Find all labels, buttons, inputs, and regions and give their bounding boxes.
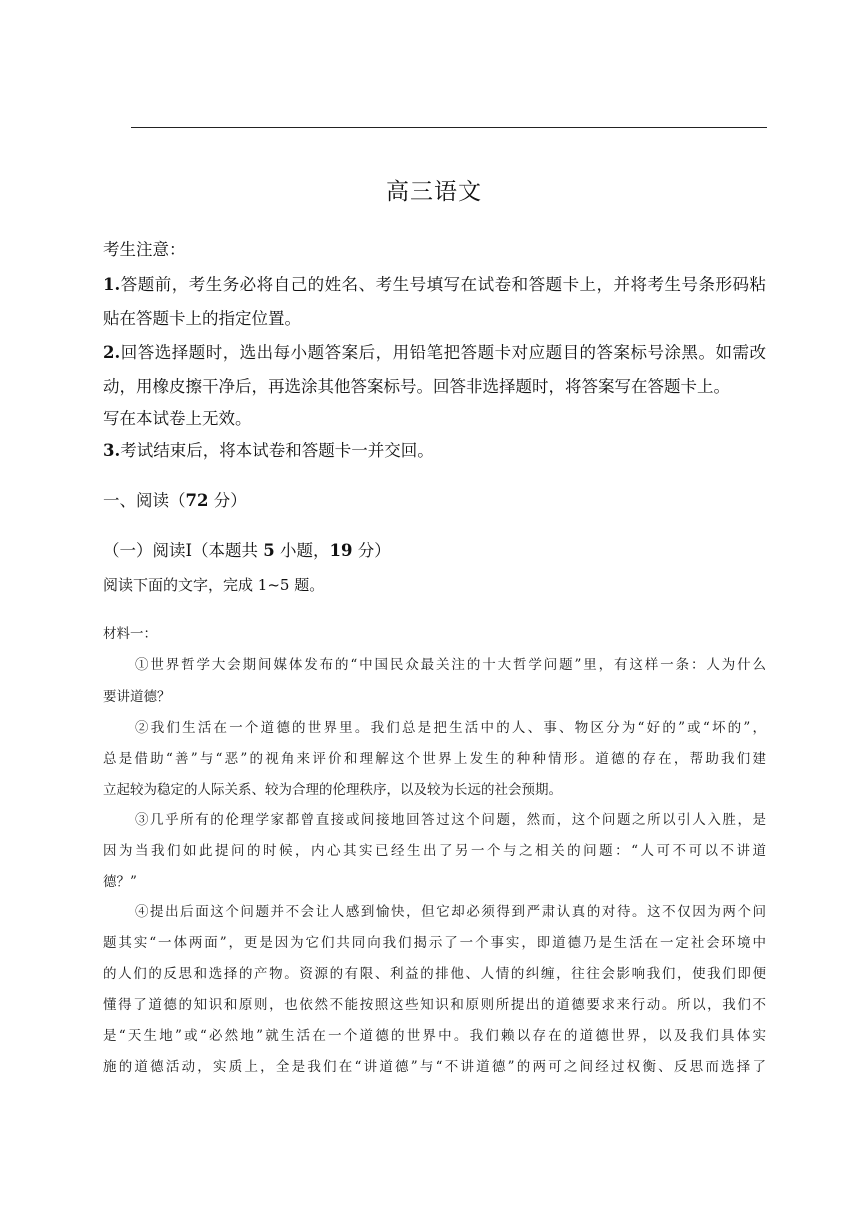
notice-item-1-number: 1. [103, 275, 121, 294]
paragraph-3-line-3: 德？” [103, 874, 137, 890]
section-heading-suffix: 分） [208, 491, 247, 510]
subsection-heading-middle: 小题， [274, 541, 330, 560]
section-heading-score: 72 [185, 491, 209, 510]
paragraph-2-line-1: ②我们生活在一个道德的世界里。我们总是把生活中的人、事、物区分为“好的”或“坏的”， [135, 720, 766, 736]
notice-item-3-line-1 [103, 437, 434, 461]
paragraph-4-line-5: 是“天生地”或“必然地”就生活在一个道德的世界中。我们赖以存在的道德世界，以及我们具体实 [103, 1028, 766, 1044]
paragraph-3-line-1: ③几乎所有的伦理学家都曾直接或间接地回答过这个问题，然而，这个问题之所以引人入胜，是 [135, 812, 766, 828]
notice-item-2-line-2: 动，用橡皮擦干净后，再选涂其他答案标号。回答非选择题时，将答案写在答题卡上。 [103, 377, 730, 396]
paragraph-1-line-2: 要讲道德？ [103, 689, 171, 705]
subsection-question-count: 5 [263, 541, 275, 560]
notice-item-2-text: 回答选择题时，选出每小题答案后，用铅笔把答题卡对应题目的答案标号涂黑。如需改 [120, 343, 766, 362]
notice-item-2-number: 2. [103, 343, 121, 362]
notice-item-2-line-1 [103, 339, 766, 363]
reading-instruction: 阅读下面的文字，完成 1~5 题。 [103, 576, 325, 594]
section-heading-prefix: 一、阅读（ [103, 491, 186, 510]
notice-item-1-line-1 [103, 271, 766, 295]
exam-title: 高三语文 [386, 179, 482, 205]
paragraph-4-line-3: 的人们的反思和选择的产物。资源的有限、利益的排他、人情的纠缠，往往会影响我们，使我们即便 [103, 966, 766, 982]
subsection-heading-suffix: 分） [352, 541, 391, 560]
paragraph-4-line-6: 施的道德活动，实质上，全是我们在“讲道德”与“不讲道德”的两可之间经过权衡、反思而选择了 [103, 1059, 766, 1075]
subsection-heading-prefix: （一）阅读Ⅰ（本题共 [103, 541, 264, 560]
paragraph-4-line-1: ④提出后面这个问题并不会让人感到愉快，但它却必须得到严肃认真的对待。这不仅因为两个问 [135, 904, 766, 920]
notice-item-3-number: 3. [103, 441, 121, 460]
notice-item-3-text: 考试结束后，将本试卷和答题卡一并交回。 [120, 441, 434, 460]
header-rule [131, 127, 767, 128]
subsection-heading [103, 537, 391, 561]
material-label: 材料一： [103, 626, 157, 642]
paragraph-4-line-2: 题其实“一体两面”，更是因为它们共同向我们揭示了一个事实，即道德乃是生活在一定社会环境中 [103, 935, 766, 951]
paragraph-3-line-2: 因为当我们如此提问的时候，内心其实已经生出了另一个与之相关的问题：“人可不可以不讲道 [103, 843, 766, 859]
paragraph-1-line-1: ①世界哲学大会期间媒体发布的“中国民众最关注的十大哲学问题”里，有这样一条：人为什么 [135, 657, 766, 673]
paragraph-2-line-2: 总是借助“善”与“恶”的视角来评价和理解这个世界上发生的种种情形。道德的存在，帮助我们建 [103, 751, 766, 767]
section-heading [103, 487, 247, 511]
notice-item-1-text: 答题前，考生务必将自己的姓名、考生号填写在试卷和答题卡上，并将考生号条形码粘 [120, 275, 766, 294]
paragraph-4-line-4: 懂得了道德的知识和原则，也依然不能按照这些知识和原则所提出的道德要求来行动。所以，我们不 [103, 997, 766, 1013]
subsection-score: 19 [329, 541, 353, 560]
paragraph-2-line-3: 立起较为稳定的人际关系、较为合理的伦理秩序，以及较为长远的社会预期。 [103, 782, 562, 798]
notice-item-2-line-3: 写在本试卷上无效。 [103, 409, 252, 428]
notice-item-1-line-2: 贴在答题卡上的指定位置。 [103, 309, 301, 328]
notice-heading: 考生注意： [103, 240, 186, 259]
